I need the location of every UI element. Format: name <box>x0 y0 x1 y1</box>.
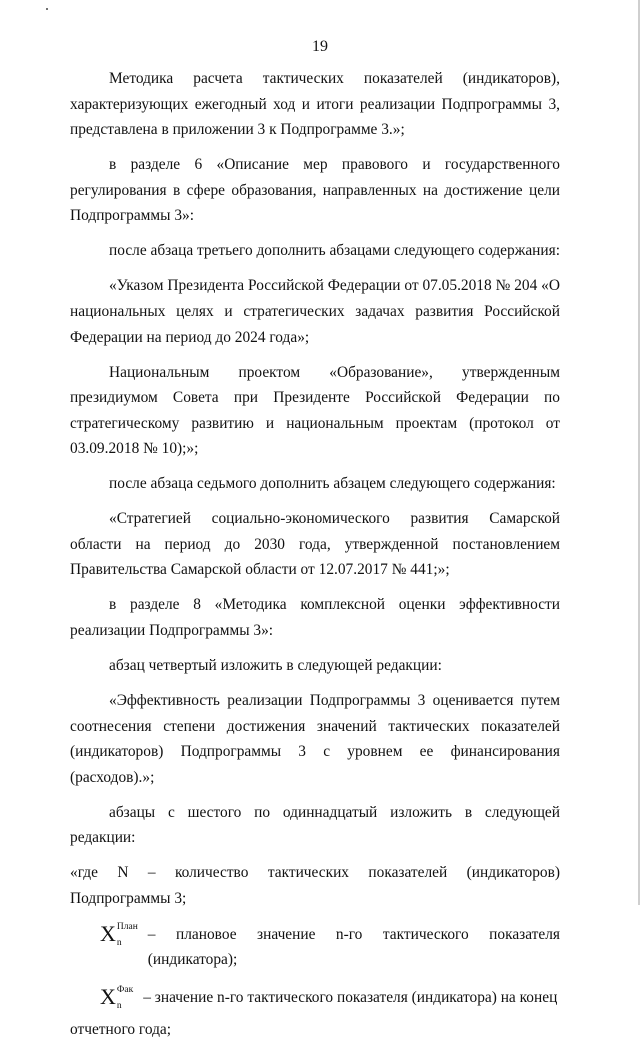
paragraph-national-project: Национальным проектом «Образование», утвержденным президиумом Совета при Президенте Российской Федерации по стратегическому развитию и национальным проектам (протокол от 03.09.2018 № 10);»; <box>70 363 560 458</box>
paragraph-fourth: абзац четвертый изложить в следующей редакции: <box>109 657 442 674</box>
paragraph-after-seventh: после абзаца седьмого дополнить абзацем следующего содержания: <box>109 475 556 493</box>
formula-fact-line <box>70 985 560 1011</box>
paragraph-sixth-to-eleventh: абзацы с шестого по одиннадцатый изложить в следующей редакции: <box>70 803 560 847</box>
formula-scripts <box>117 922 138 948</box>
paragraph-decree: «Указом Президента Российской Федерации от 07.05.2018 № 204 «О национальных целях и стратегических задачах развития Российской Федерации на период до 2024 года»; <box>70 277 560 346</box>
formula-plan-line <box>70 922 560 973</box>
formula-scripts <box>117 985 133 1011</box>
formula-subscript: n <box>116 1000 122 1011</box>
formula-superscript: Фак <box>116 984 134 995</box>
formula-fact-text: – значение n-го тактического показателя (индикатора) на конец <box>143 988 558 1006</box>
paragraph-section-6: в разделе 6 «Описание мер правового и государственного регулирования в сфере образования, направленных на достижение цели Подпрограммы 3»: <box>70 156 560 225</box>
paragraph-strategy: «Стратегией социально-экономического развития Самарской области на период до 2030 года, утвержденной постановлением Правительства Самарской области от 12.07.2017 № 441;»; <box>70 510 560 579</box>
formula-symbol: X <box>100 920 116 946</box>
formula-fact <box>100 985 133 1011</box>
paragraph-after-third: после абзаца третьего дополнить абзацами следующего содержания: <box>109 242 560 260</box>
formula-symbol: X <box>100 983 116 1009</box>
formula-fact-continuation: отчетного года; <box>70 1020 172 1038</box>
formula-plan-text: – плановое значение n-го тактического показателя (индикатора); <box>147 925 560 969</box>
scan-speck <box>46 8 48 10</box>
paragraph-methodology: Методика расчета тактических показателей (индикаторов), характеризующих ежегодный ход и итоги реализации Подпрограммы 3, представлена в приложении 3 к Подпрограмме 3.»; <box>70 70 560 139</box>
document-body <box>70 66 560 1042</box>
formula-plan <box>100 922 138 948</box>
paragraph-where: «где N – количество тактических показателей (индикаторов) Подпрограммы 3; <box>70 864 560 907</box>
paragraph-efficiency: «Эффективность реализации Подпрограммы 3 оценивается путем соотнесения степени достижения значений тактических показателей (индикаторов) Подпрограммы 3 с уровнем ее финансирования (расходов).»; <box>70 691 560 786</box>
formula-subscript: n <box>116 937 122 948</box>
formula-superscript: План <box>116 921 138 932</box>
paragraph-section-8: в разделе 8 «Методика комплексной оценки эффективности реализации Подпрограммы 3»: <box>70 596 560 640</box>
page-number: 19 <box>312 38 328 55</box>
